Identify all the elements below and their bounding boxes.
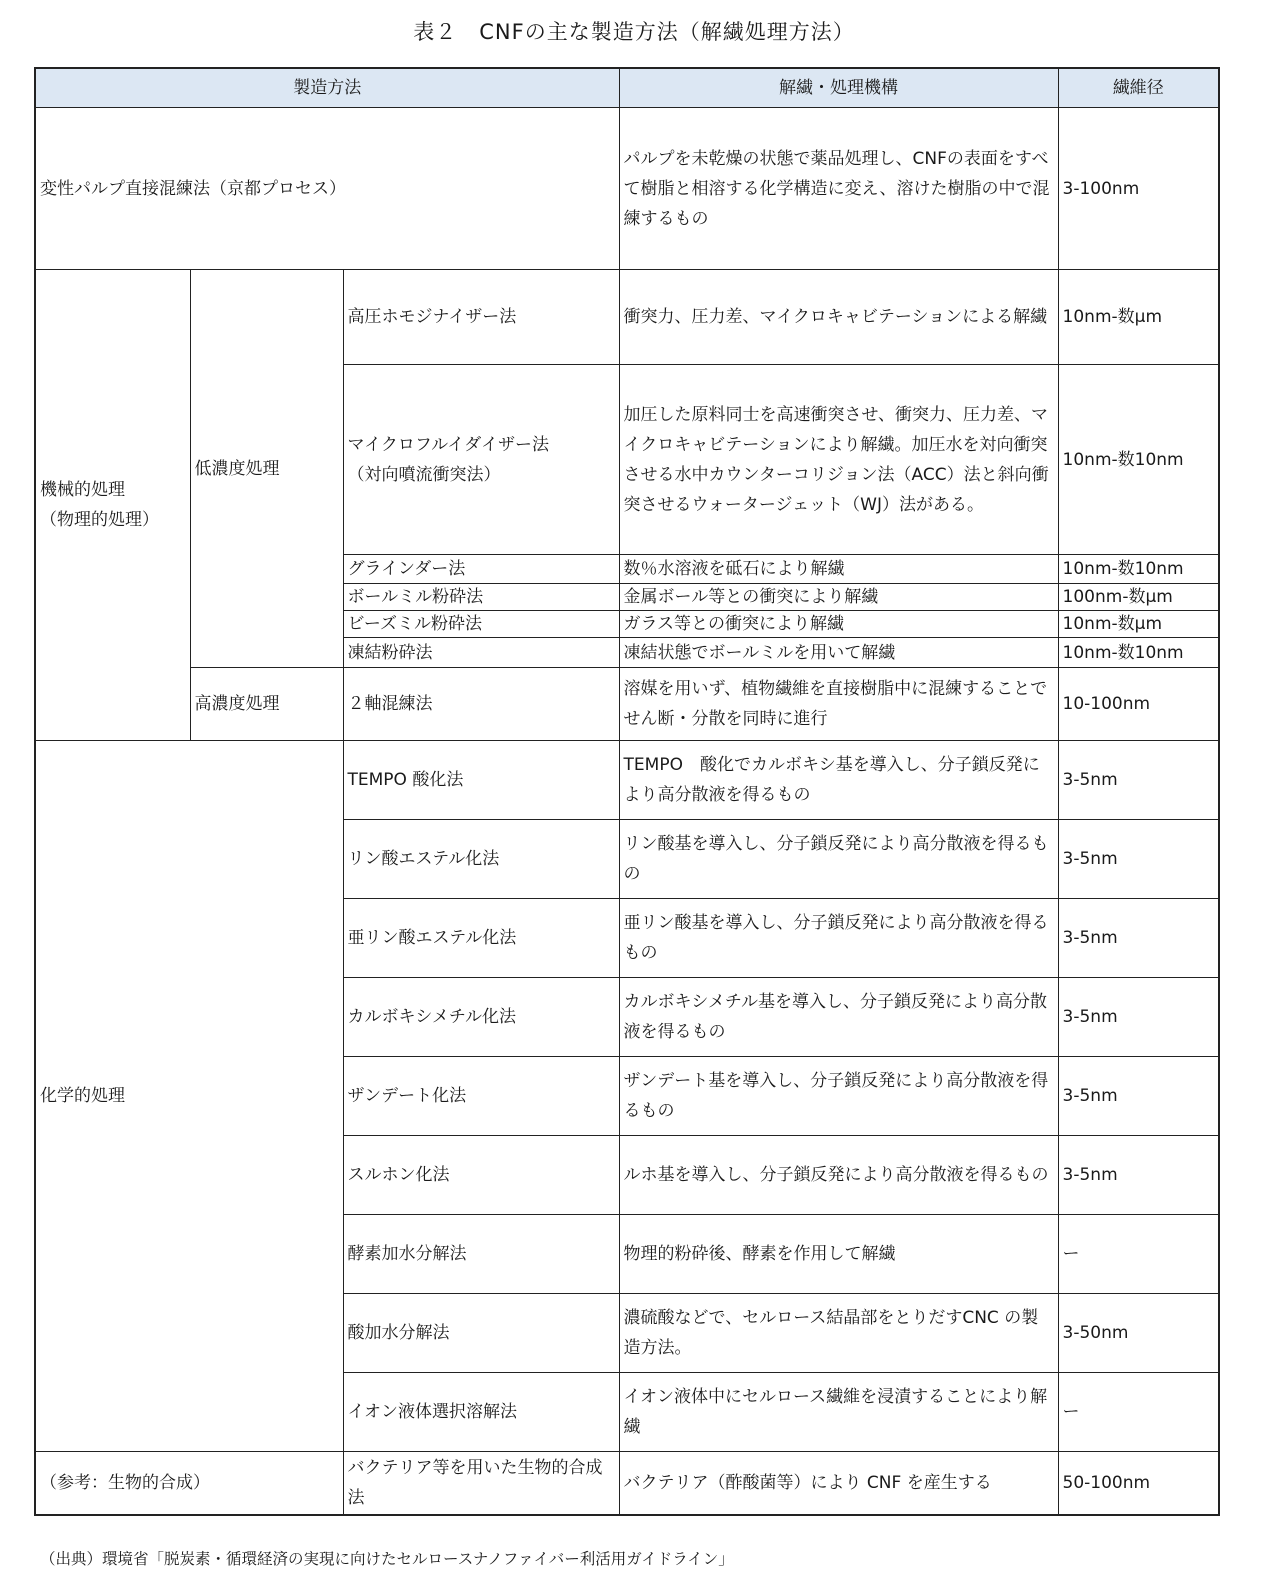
diameter-cell: 10nm-数10nm [1058,638,1219,668]
table-row [35,668,1219,741]
cnf-methods-table [34,67,1220,1516]
diameter-cell: 10nm-数10nm [1058,555,1219,584]
method-cell: マイクロフルイダイザー法 （対向噴流衝突法） [343,365,619,555]
diameter-cell: ー [1058,1373,1219,1452]
mechanism-cell: TEMPO 酸化でカルボキシ基を導入し、分子鎖反発により高分散液を得るもの [619,741,1058,820]
subcategory-high-concentration: 高濃度処理 [190,668,343,741]
mechanism-cell: ザンデート基を導入し、分子鎖反発により高分散液を得るもの [619,1057,1058,1136]
mechanism-cell: リン酸基を導入し、分子鎖反発により高分散液を得るもの [619,820,1058,899]
category-mechanical: 機械的処理 （物理的処理） [35,270,190,741]
mechanism-cell: イオン液体中にセルロース繊維を浸漬することにより解繊 [619,1373,1058,1452]
category-chemical: 化学的処理 [35,741,343,1452]
mechanism-cell: 亜リン酸基を導入し、分子鎖反発により高分散液を得るもの [619,899,1058,978]
diameter-cell: 100nm-数μm [1058,584,1219,611]
diameter-cell: 3-5nm [1058,1057,1219,1136]
method-cell: 凍結粉砕法 [343,638,619,668]
diameter-cell: 10nm-数μm [1058,611,1219,638]
mechanism-cell: ガラス等との衝突により解繊 [619,611,1058,638]
header-row [35,68,1219,108]
diameter-cell: 3-50nm [1058,1294,1219,1373]
mechanism-cell: バクテリア（酢酸菌等）により CNF を産生する [619,1452,1058,1515]
header-method: 製造方法 [35,68,619,108]
method-cell: バクテリア等を用いた生物的合成法 [343,1452,619,1515]
diameter-cell: 50-100nm [1058,1452,1219,1515]
table-title: 表２ CNFの主な製造方法（解繊処理方法） [413,20,855,44]
table-row [35,108,1219,270]
diameter-cell: 3-5nm [1058,1136,1219,1215]
subcategory-low-concentration: 低濃度処理 [190,270,343,668]
method-cell: イオン液体選択溶解法 [343,1373,619,1452]
method-cell: ２軸混練法 [343,668,619,741]
method-cell: グラインダー法 [343,555,619,584]
method-cell: 酸加水分解法 [343,1294,619,1373]
method-cell: ボールミル粉砕法 [343,584,619,611]
mechanism-cell: 溶媒を用いず、植物繊維を直接樹脂中に混練することでせん断・分散を同時に進行 [619,668,1058,741]
header-mechanism: 解繊・処理機構 [619,68,1058,108]
mechanism-cell: 凍結状態でボールミルを用いて解繊 [619,638,1058,668]
method-cell: カルボキシメチル化法 [343,978,619,1057]
method-cell: TEMPO 酸化法 [343,741,619,820]
diameter-cell: 10nm-数μm [1058,270,1219,365]
method-cell: スルホン化法 [343,1136,619,1215]
table-row [35,741,1219,820]
diameter-cell: 10-100nm [1058,668,1219,741]
diameter-cell: 3-5nm [1058,899,1219,978]
diameter-cell: 10nm-数10nm [1058,365,1219,555]
mechanism-cell: 加圧した原料同士を高速衝突させ、衝突力、圧力差、マイクロキャビテーションにより解繊。加圧水を対向衝突させる水中カウンターコリジョン法（ACC）法と斜向衝突させるウォータージェット（WJ）法がある。 [619,365,1058,555]
source-note: （出典）環境省「脱炭素・循環経済の実現に向けたセルロースナノファイバー利活用ガイドライン」 [40,1550,734,1568]
mechanism-cell: パルプを未乾燥の状態で薬品処理し、CNFの表面をすべて樹脂と相溶する化学構造に変え、溶けた樹脂の中で混練するもの [619,108,1058,270]
category-bio: （参考：生物的合成） [35,1452,343,1515]
mechanism-cell: 物理的粉砕後、酵素を作用して解繊 [619,1215,1058,1294]
mechanism-cell: ルホ基を導入し、分子鎖反発により高分散液を得るもの [619,1136,1058,1215]
mechanism-cell: 衝突力、圧力差、マイクロキャビテーションによる解繊 [619,270,1058,365]
method-cell: 変性パルプ直接混練法（京都プロセス） [35,108,619,270]
mechanism-cell: 数％水溶液を砥石により解繊 [619,555,1058,584]
table-row [35,270,1219,365]
diameter-cell: ー [1058,1215,1219,1294]
method-cell: 高圧ホモジナイザー法 [343,270,619,365]
diameter-cell: 3-5nm [1058,741,1219,820]
method-cell: 酵素加水分解法 [343,1215,619,1294]
method-cell: ビーズミル粉砕法 [343,611,619,638]
header-diameter: 繊維径 [1058,68,1219,108]
method-cell: リン酸エステル化法 [343,820,619,899]
mechanism-cell: カルボキシメチル基を導入し、分子鎖反発により高分散液を得るもの [619,978,1058,1057]
mechanism-cell: 金属ボール等との衝突により解繊 [619,584,1058,611]
method-cell: ザンデート化法 [343,1057,619,1136]
diameter-cell: 3-100nm [1058,108,1219,270]
method-cell: 亜リン酸エステル化法 [343,899,619,978]
diameter-cell: 3-5nm [1058,978,1219,1057]
mechanism-cell: 濃硫酸などで、セルロース結晶部をとりだすCNC の製造方法。 [619,1294,1058,1373]
diameter-cell: 3-5nm [1058,820,1219,899]
table-row [35,1452,1219,1515]
